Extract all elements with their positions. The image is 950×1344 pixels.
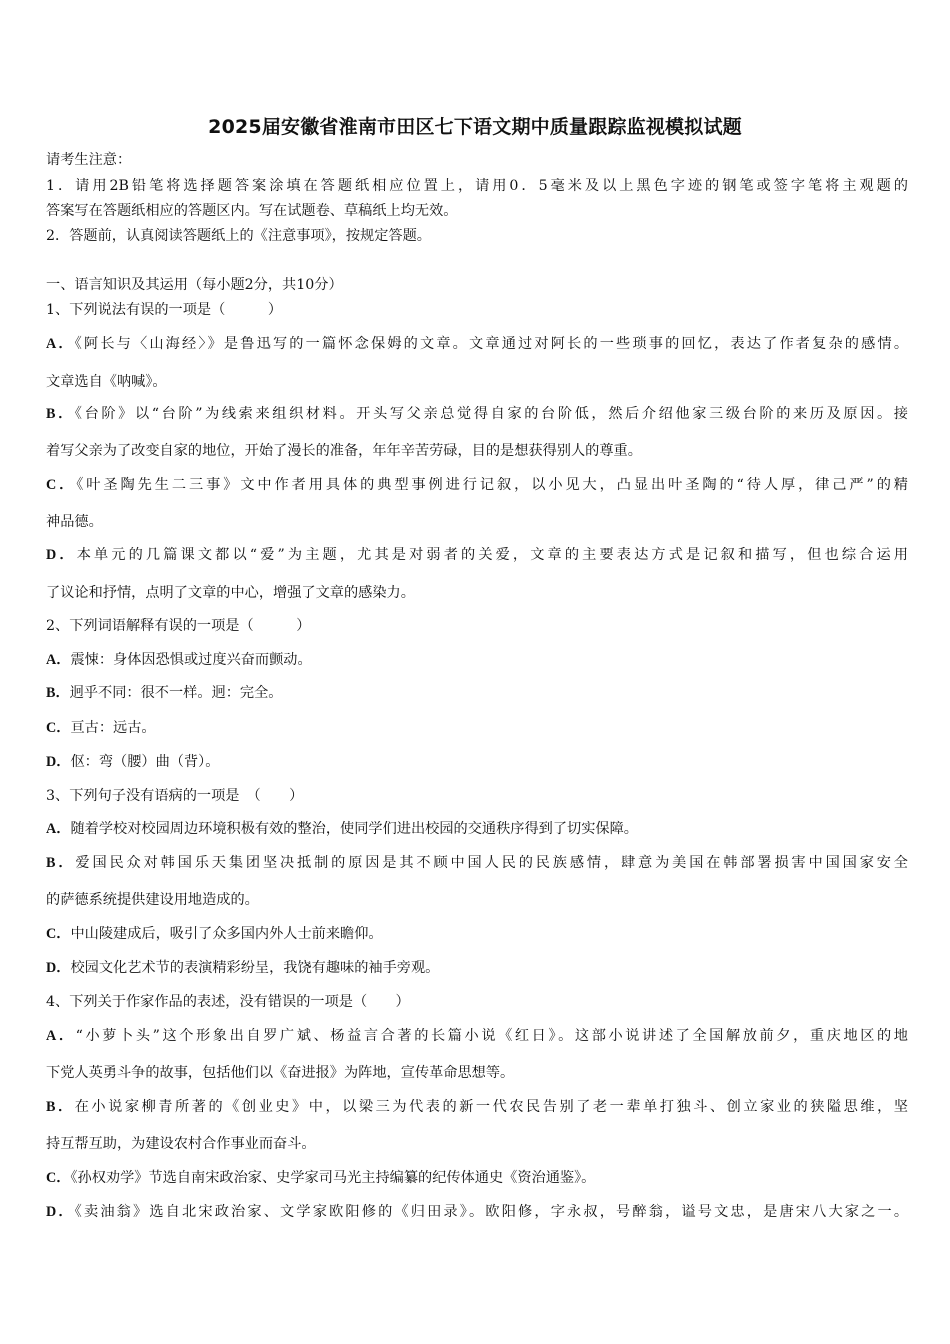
q4-option-a-text: “小萝卜头”这个形象出自罗广斌、杨益言合著的长篇小说《红日》。这部小说讲述了全国解放前夕，重庆地区的地 xyxy=(75,1028,908,1044)
q1-option-d-text: 本单元的几篇课文都以“爱”为主题，尤其是对弱者的关爱，文章的主要表达方式是记叙和描写，但也综合运用 xyxy=(76,547,908,563)
q2-option-c-text: 亘古：远古。 xyxy=(70,720,156,736)
question-1-stem: 1、下列说法有误的一项是（ ） xyxy=(46,302,283,318)
q1-option-b-letter: B． xyxy=(46,406,75,422)
q2-option-a-text: 震悚：身体因恐惧或过度兴奋而颤动。 xyxy=(70,652,312,668)
q3-option-d-text: 校园文化艺术节的表演精彩纷呈，我饶有趣味的袖手旁观。 xyxy=(70,960,440,976)
q2-option-d-text: 伛：弯（腰）曲（背）。 xyxy=(70,754,220,770)
q3-option-a-letter: A． xyxy=(46,821,71,837)
q4-option-b-line-1 xyxy=(46,1097,908,1117)
q2-option-c xyxy=(46,718,908,738)
q3-option-b-line-1 xyxy=(46,853,908,873)
q3-option-b-text: 爱国民众对韩国乐天集团坚决抵制的原因是其不顾中国人民的民族感情，肆意为美国在韩部署损害中国国家安全 xyxy=(75,855,908,871)
q1-option-b-text: 《台阶》以“台阶”为线索来组织材料。开头写父亲总觉得自家的台阶低，然后介绍他家三级台阶的来历及原因。接 xyxy=(74,406,908,422)
q3-option-c-letter: C． xyxy=(46,926,71,942)
q4-option-b-text: 在小说家柳青所著的《创业史》中，以梁三为代表的新一代农民告别了老一辈单打独斗、创立家业的狭隘思维，坚 xyxy=(74,1099,908,1115)
q3-option-d-letter: D． xyxy=(46,960,71,976)
q2-option-a xyxy=(46,650,908,670)
notice-heading: 请考生注意： xyxy=(46,152,132,168)
q1-option-d-line-1 xyxy=(46,545,908,565)
q4-option-a-line-1 xyxy=(46,1026,908,1046)
q3-option-b-line-2: 的萨德系统提供建设用地造成的。 xyxy=(46,892,259,908)
notice-item-1-line-1: 1．请用2B铅笔将选择题答案涂填在答题纸相应位置上，请用0．5毫米及以上黑色字迹的钢笔或签字笔将主观题的 xyxy=(46,178,908,194)
q3-option-a-text: 随着学校对校园周边环境积极有效的整治，使同学们进出校园的交通秩序得到了切实保障。 xyxy=(70,821,638,837)
q2-option-d xyxy=(46,752,908,772)
q4-option-b-letter: B． xyxy=(46,1099,75,1115)
q1-option-a-line-2: 文章选自《呐喊》。 xyxy=(46,374,167,390)
q1-option-a-letter: A． xyxy=(46,336,75,352)
question-3-stem: 3、下列句子没有语病的一项是 （ ） xyxy=(46,788,304,804)
q2-option-c-letter: C． xyxy=(46,720,71,736)
q3-option-d xyxy=(46,958,908,978)
q4-option-d-letter: D． xyxy=(46,1204,75,1220)
question-4-stem: 4、下列关于作家作品的表述，没有错误的一项是（ ） xyxy=(46,994,410,1010)
q3-option-c xyxy=(46,924,908,944)
q2-option-b-letter: B． xyxy=(46,685,70,701)
q2-option-a-letter: A． xyxy=(46,652,71,668)
notice-item-2: 2．答题前，认真阅读答题纸上的《注意事项》，按规定答题。 xyxy=(46,228,431,244)
q1-option-c-line-1 xyxy=(46,475,908,495)
q1-option-c-line-2: 神品德。 xyxy=(46,514,103,530)
q4-option-c xyxy=(46,1168,908,1188)
q4-option-c-letter: C． xyxy=(46,1170,71,1186)
q4-option-c-text: 《孙权劝学》节选自南宋政治家、史学家司马光主持编纂的纪传体通史《资治通鉴》。 xyxy=(70,1170,596,1186)
q1-option-d-line-2: 了议论和抒情，点明了文章的中心，增强了文章的感染力。 xyxy=(46,585,415,601)
q3-option-c-text: 中山陵建成后，吸引了众多国内外人士前来瞻仰。 xyxy=(70,926,383,942)
q4-option-a-line-2: 下党人英勇斗争的故事，包括他们以《奋进报》为阵地，宣传革命思想等。 xyxy=(46,1065,515,1081)
notice-item-1-line-2: 答案写在答题纸相应的答题区内。写在试题卷、草稿纸上均无效。 xyxy=(46,203,458,219)
q1-option-a-line-1 xyxy=(46,334,908,354)
q4-option-a-letter: A． xyxy=(46,1028,76,1044)
q4-option-b-line-2: 持互帮互助，为建设农村合作事业而奋斗。 xyxy=(46,1136,316,1152)
q2-option-b xyxy=(46,683,908,703)
page-title: 2025届安徽省淮南市田区七下语文期中质量跟踪监视模拟试题 xyxy=(208,116,742,138)
q1-option-b-line-1 xyxy=(46,404,908,424)
q1-option-b-line-2: 着写父亲为了改变自家的地位，开始了漫长的准备，年年辛苦劳碌，目的是想获得别人的尊重。 xyxy=(46,443,642,459)
q2-option-d-letter: D． xyxy=(46,754,71,770)
q3-option-a xyxy=(46,819,908,839)
q1-option-c-text: 《叶圣陶先生二三事》文中作者用具体的典型事例进行记叙，以小见大，凸显出叶圣陶的“待人厚，律己严”的精 xyxy=(76,477,908,493)
q3-option-b-letter: B． xyxy=(46,855,76,871)
q4-option-d-text: 《卖油翁》选自北宋政治家、文学家欧阳修的《归田录》。欧阳修，字永叔，号醉翁，谥号文忠，是唐宋八大家之一。 xyxy=(74,1204,909,1220)
q1-option-c-letter: C． xyxy=(46,477,77,493)
q1-option-a-text: 《阿长与〈山海经〉》是鲁迅写的一篇怀念保姆的文章。文章通过对阿长的一些琐事的回忆，表达了作者复杂的感情。 xyxy=(74,336,909,352)
section-heading: 一、语言知识及其运用（每小题2分，共10分） xyxy=(46,277,343,293)
q4-option-d xyxy=(46,1202,908,1222)
q1-option-d-letter: D． xyxy=(46,547,77,563)
question-2-stem: 2、下列词语解释有误的一项是（ ） xyxy=(46,618,311,634)
q2-option-b-text: 迥乎不同：很不一样。迥：完全。 xyxy=(69,685,283,701)
